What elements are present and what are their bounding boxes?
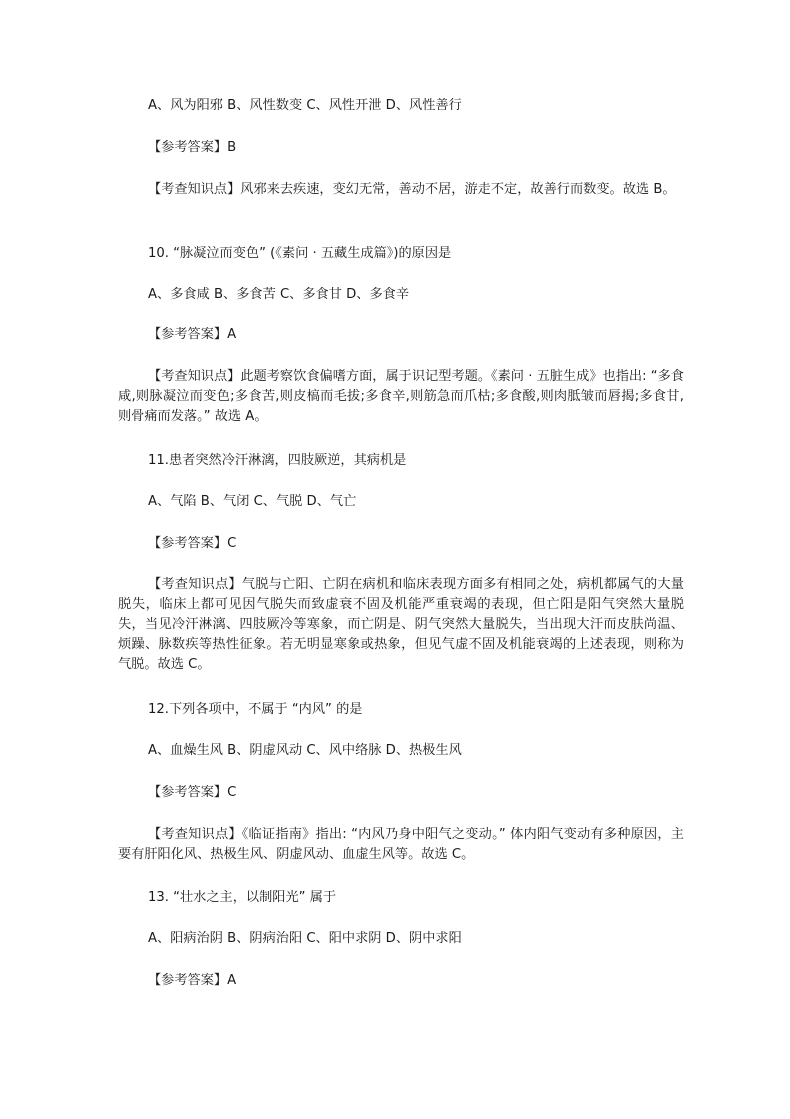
- q13-answer: 【参考答案】A: [148, 973, 237, 988]
- q9-answer: 【参考答案】B: [148, 140, 237, 155]
- q10-explanation: 【考查知识点】此题考察饮食偏嗜方面，属于识记型考题。《素问 · 五脏生成》也指出: “多食咸,则脉凝泣而变色;多食苦,则皮槁而毛拔;多食辛,则筋急而爪枯;多食酸,则肉胝皱而唇揭;多食甘,则骨痛而发落。” 故选 A。: [118, 369, 684, 424]
- q11-question: 11.患者突然冷汗淋漓，四肢厥逆，其病机是: [148, 453, 407, 468]
- q9-options: A、风为阳邪 B、风性数变 C、风性开泄 D、风性善行: [148, 98, 462, 113]
- q12-answer: 【参考答案】C: [148, 785, 237, 800]
- q10-options: A、多食咸 B、多食苦 C、多食甘 D、多食辛: [148, 287, 410, 302]
- q13-question: 13. “壮水之主，以制阳光” 属于: [148, 890, 337, 905]
- q12-question: 12.下列各项中，不属于 “内风” 的是: [148, 702, 363, 717]
- q11-options: A、气陷 B、气闭 C、气脱 D、气亡: [148, 494, 357, 509]
- q12-explanation: 【考查知识点】《临证指南》指出: “内风乃身中阳气之变动。” 体内阳气变动有多种原因，主要有肝阳化风、热极生风、阴虚风动、血虚生风等。故选 C。: [118, 827, 684, 862]
- q11-answer: 【参考答案】C: [148, 536, 237, 551]
- q11-explanation: 【考查知识点】气脱与亡阳、亡阴在病机和临床表现方面多有相同之处，病机都属气的大量脱失，临床上都可见因气脱失而致虚衰不固及机能严重衰竭的表现，但亡阳是阳气突然大量脱失，当见冷汗淋漓、四肢厥冷等寒象，而亡阴是、阴气突然大量脱失，当出现大汗而皮肤尚温、烦躁、脉数疾等热性征象。若无明显寒象或热象，但见气虚不固及机能衰竭的上述表现，则称为气脱。故选 C。: [118, 577, 684, 672]
- q9-explanation: 【考查知识点】风邪来去疾速，变幻无常，善动不居，游走不定，故善行而数变。故选 B。: [148, 182, 676, 197]
- q12-options: A、血燥生风 B、阴虚风动 C、风中络脉 D、热极生风: [148, 743, 462, 758]
- q13-options: A、阳病治阴 B、阴病治阳 C、阳中求阴 D、阴中求阳: [148, 931, 462, 946]
- q10-answer: 【参考答案】A: [148, 327, 237, 342]
- q10-question: 10. “脉凝泣而变色” (《素问 · 五藏生成篇》)的原因是: [148, 246, 452, 261]
